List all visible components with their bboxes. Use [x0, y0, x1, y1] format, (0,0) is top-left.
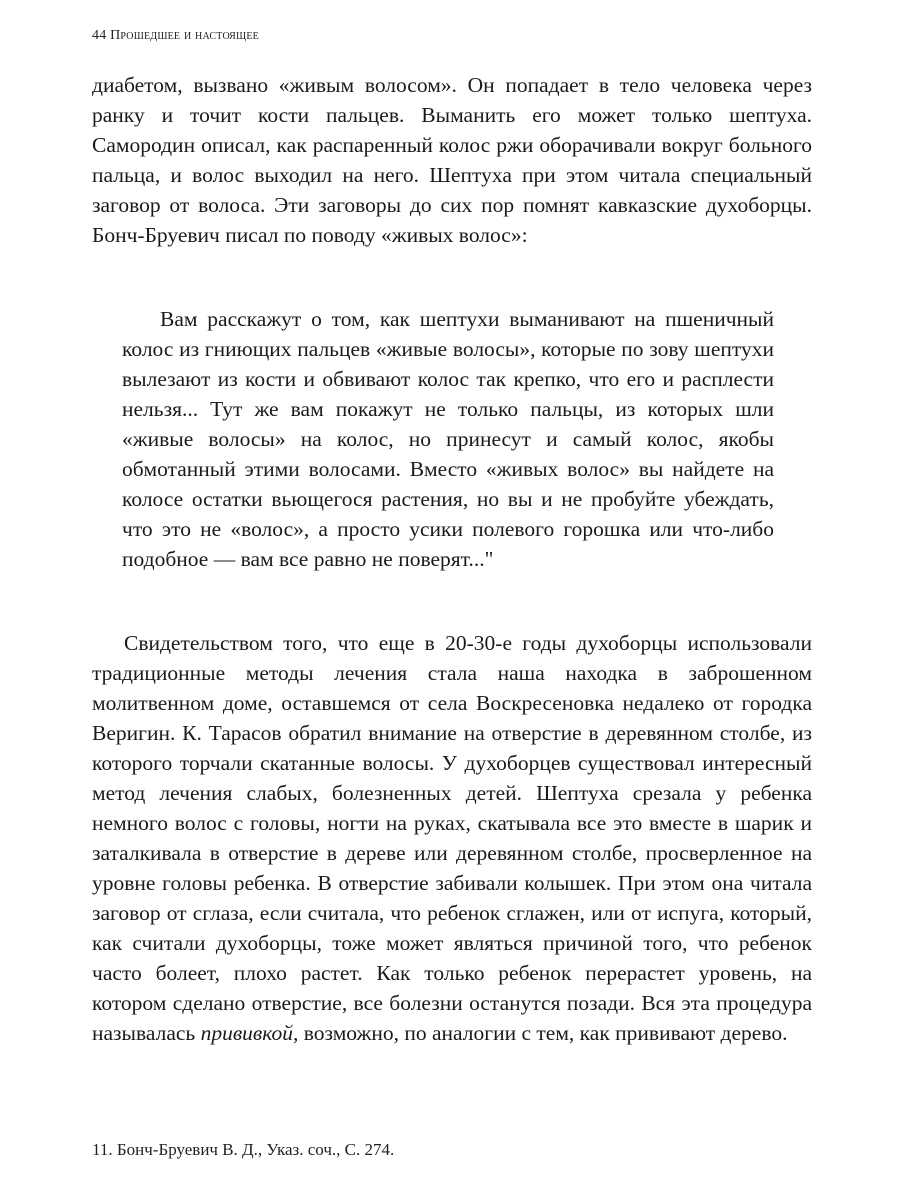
paragraph-main: [92, 628, 812, 1048]
block-quote: Вам расскажут о том, как шептухи выманивают на пшеничный колос из гниющих пальцев «живые волосы», которые по зову шептухи вылезают из кости и обвивают колос так крепко, что его и расплести нельзя... Тут же вам покажут не только пальцы, из которых шли «живые волосы» на колос, но принесут и самый колос, якобы обмотанный этими волосами. Вместо «живых волос» вы найдете на колосе остатки вьющегося растения, но вы и не пробуйте убеждать, что это не «волос», а просто усики полевого горошка или что-либо подобное — вам все равно не поверят...": [122, 307, 774, 571]
running-header: 44 Прошедшее и настоящее: [92, 28, 259, 43]
italic-term: прививкой,: [200, 1021, 299, 1045]
paragraph-main-text: Свидетельством того, что еще в 20-30-е годы духоборцы использовали традиционные методы лечения стала наша находка в заброшенном молитвенном доме, оставшемся от села Воскресеновка недалеко от городка Веригин. К. Тарасов обратил внимание на отверстие в деревянном столбе, из которого торчали скатанные волосы. У духоборцев существовал интересный метод лечения слабых, болезненных детей. Шептуха срезала у ребенка немного волос с головы, ногти на руках, скатывала все это вместе в шарик и заталкивала в отверстие в дереве или деревянном столбе, просверленное на уровне головы ребенка. В отверстие забивали колышек. При этом она читала заговор от сглаза, если считала, что ребенок сглажен, или от испуга, который, как считали духоборцы, тоже может являться причиной того, что ребенок часто болеет, плохо растет. Как только ребенок перерастет уровень, на котором сделано отверстие, все болезни останутся позади. Вся эта процедура называлась: [92, 631, 812, 1045]
paragraph-main-ending: возможно, по аналогии с тем, как прививают дерево.: [298, 1021, 788, 1045]
footnote: 11. Бонч-Бруевич В. Д., Указ. соч., С. 274.: [92, 1140, 395, 1159]
paragraph-opening: диабетом, вызвано «живым волосом». Он попадает в тело человека через ранку и точит кости пальцев. Выманить его может только шептуха. Самородин описал, как распаренный колос ржи оборачивали вокруг больного пальца, и волос выходил на него. Шептуха при этом читала специальный заговор от волоса. Эти заговоры до сих пор помнят кавказские духоборцы. Бонч-Бруевич писал по поводу «живых волос»:: [92, 73, 812, 247]
